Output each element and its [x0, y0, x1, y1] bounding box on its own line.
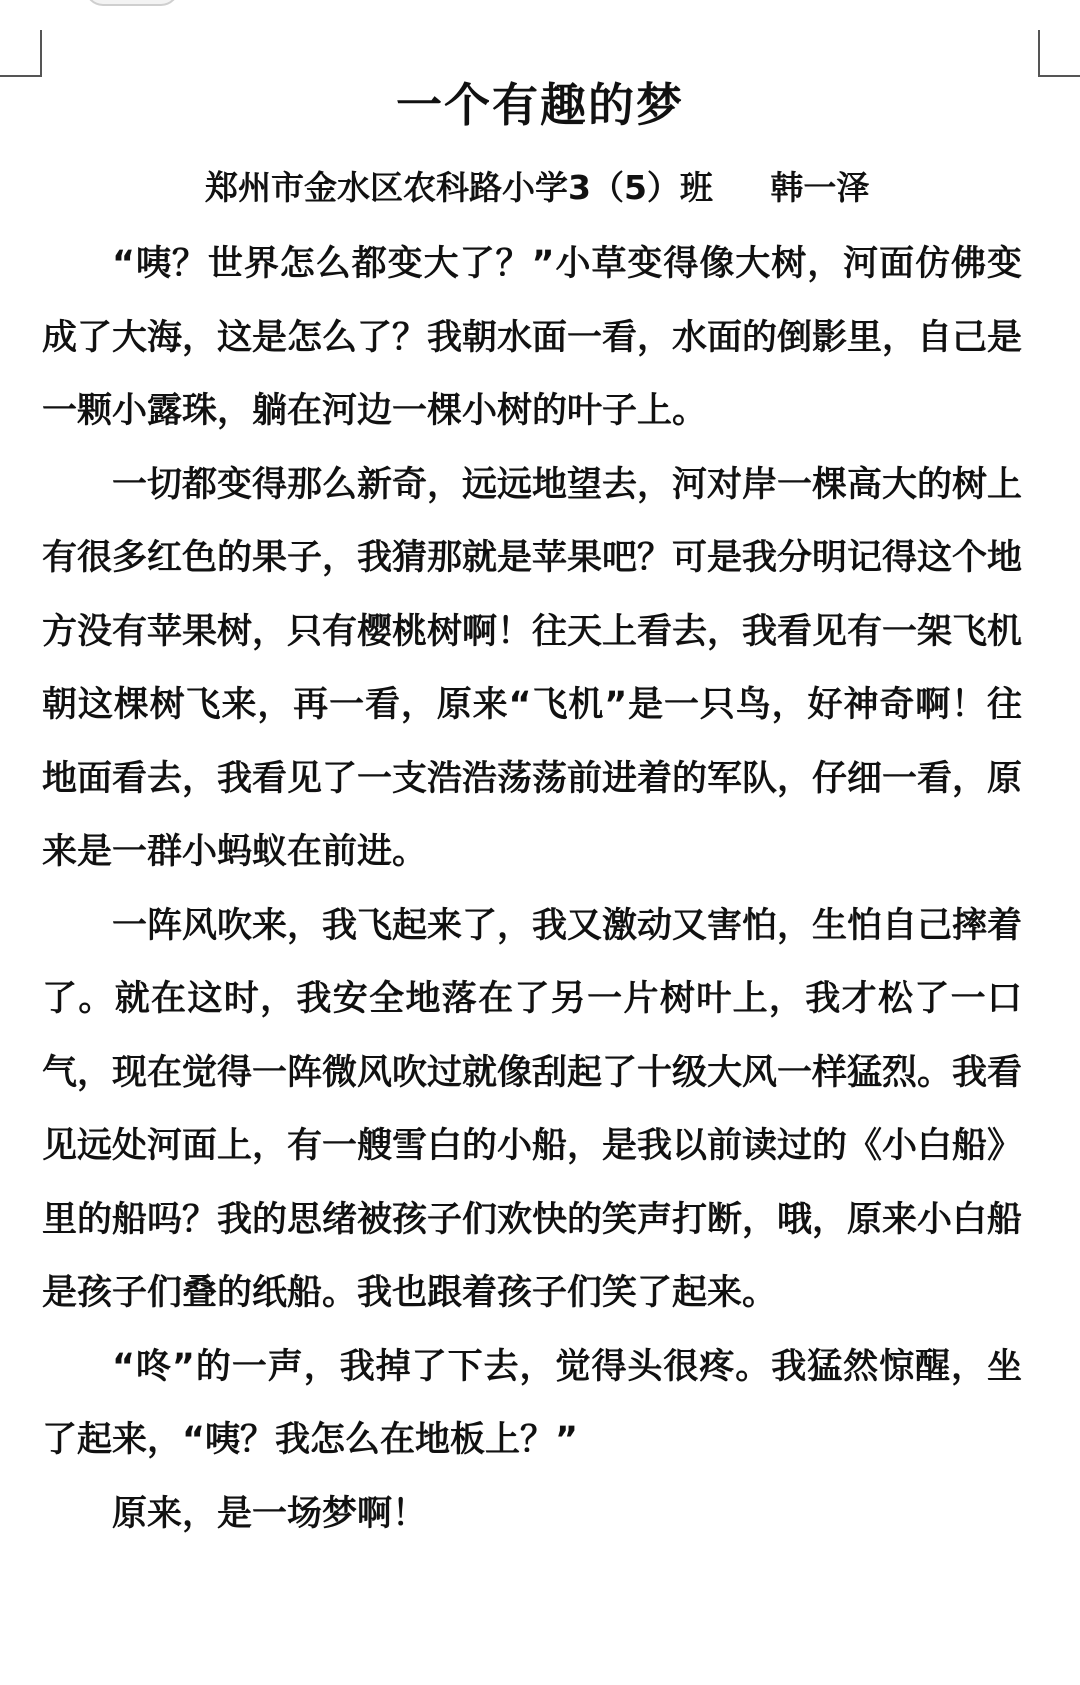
crop-mark-right	[1038, 30, 1080, 77]
author-byline: 郑州市金水区农科路小学3（5）班 韩一泽	[205, 168, 870, 207]
paragraph-2: 一切都变得那么新奇，远远地望去，河对岸一棵高大的树上有很多红色的果子，我猜那就是苹果吧？可是我分明记得这个地方没有苹果树，只有樱桃树啊！往天上看去，我看见有一架飞机朝这棵树飞来，再一看，原来“飞机”是一只鸟，好神奇啊！往地面看去，我看见了一支浩浩荡荡前进着的军队，仔细一看，原来是一群小蚂蚁在前进。	[42, 464, 1023, 872]
paragraph-1: “咦？世界怎么都变大了？”小草变得像大树，河面仿佛变成了大海，这是怎么了？我朝水面一看，水面的倒影里，自己是一颗小露珠，躺在河边一棵小树的叶子上。	[42, 244, 1023, 431]
top-edge-decoration	[85, 0, 179, 6]
document-title: 一个有趣的梦	[396, 78, 684, 132]
paragraph-5: 原来，是一场梦啊！	[112, 1493, 428, 1534]
document-body	[42, 228, 1022, 1551]
paragraph-4: “咚”的一声，我掉了下去，觉得头很疼。我猛然惊醒，坐了起来，“咦？我怎么在地板上？”	[42, 1346, 1022, 1460]
crop-mark-left	[0, 30, 42, 77]
paragraph-3: 一阵风吹来，我飞起来了，我又激动又害怕，生怕自己摔着了。就在这时，我安全地落在了另一片树叶上，我才松了一口气，现在觉得一阵微风吹过就像刮起了十级大风一样猛烈。我看见远处河面上，有一艘雪白的小船，是我以前读过的《小白船》里的船吗？我的思绪被孩子们欢快的笑声打断，哦，原来小白船是孩子们叠的纸船。我也跟着孩子们笑了起来。	[42, 905, 1023, 1313]
